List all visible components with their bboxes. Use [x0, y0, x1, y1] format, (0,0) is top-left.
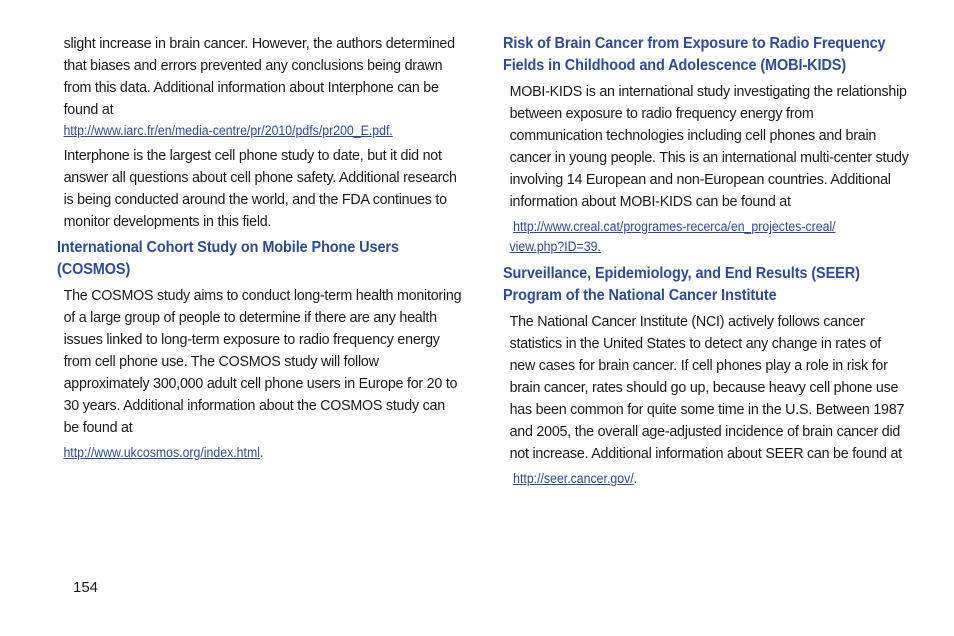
mobikids-paragraph: MOBI-KIDS is an international study investigating the relationship between exposure to radio frequency energy from communication technologies including cell phones and brain cancer in young people. This is an international multi-center study involving 14 European and non-European countries. Additional information about MOBI-KIDS can be found at — [509, 83, 909, 210]
iarc-link[interactable]: http://www.iarc.fr/en/media-centre/pr/2010/pdfs/pr200_E.pdf. — [63, 123, 393, 138]
interphone-paragraph: slight increase in brain cancer. However, the authors determined that biases and errors prevented any conclusions being drawn from this data. Additional information about Interphone can be found at — [63, 35, 455, 118]
creal-link-line2[interactable]: view.php?ID=39. — [509, 239, 601, 254]
ukcosmos-link[interactable]: http://www.ukcosmos.org/index.html — [63, 445, 260, 460]
mobikids-heading: Risk of Brain Cancer from Exposure to Radio Frequency Fields in Childhood and Adolescence (MOBI-KIDS) — [503, 35, 886, 74]
seer-link[interactable]: http://seer.cancer.gov/ — [513, 471, 634, 486]
link-suffix: . — [633, 471, 638, 486]
cosmos-heading: International Cohort Study on Mobile Phone Users (COSMOS) — [57, 239, 399, 278]
seer-heading: Surveillance, Epidemiology, and End Results (SEER) Program of the National Cancer Institute — [503, 265, 860, 304]
cosmos-link-line — [57, 443, 468, 463]
seer-link-line — [503, 469, 918, 489]
link-suffix: . — [259, 445, 264, 460]
seer-paragraph: The National Cancer Institute (NCI) actively follows cancer statistics in the United States to detect any change in rates of new cases for brain cancer. If cell phones play a role in risk for brain cancer, rates should go up, because heavy cell phone use has been common for quite some time in the U.S. Between 1987 and 2005, the overall age-adjusted incidence of brain cancer did not increase. Additional information about SEER can be found at — [509, 313, 905, 462]
cosmos-paragraph: The COSMOS study aims to conduct long-term health monitoring of a large group of people to determine if there are any health issues linked to long-term exposure to radio frequency energy from cell phone use. The COSMOS study will follow approximately 300,000 adult cell phone users in Europe for 20 to 30 years. Additional information about the COSMOS study can be found at — [63, 287, 462, 436]
creal-link-block — [503, 217, 918, 257]
right-column — [503, 33, 913, 489]
left-column — [57, 33, 467, 463]
interphone-summary-paragraph: Interphone is the largest cell phone study to date, but it did not answer all questions about cell phone safety. Additional research is being conducted around the world, and the FDA continues to monitor developments in this field. — [63, 147, 457, 230]
creal-link-line1[interactable]: http://www.creal.cat/programes-recerca/en_projectes-creal/ — [513, 219, 836, 234]
page-number: 154 — [73, 579, 99, 596]
